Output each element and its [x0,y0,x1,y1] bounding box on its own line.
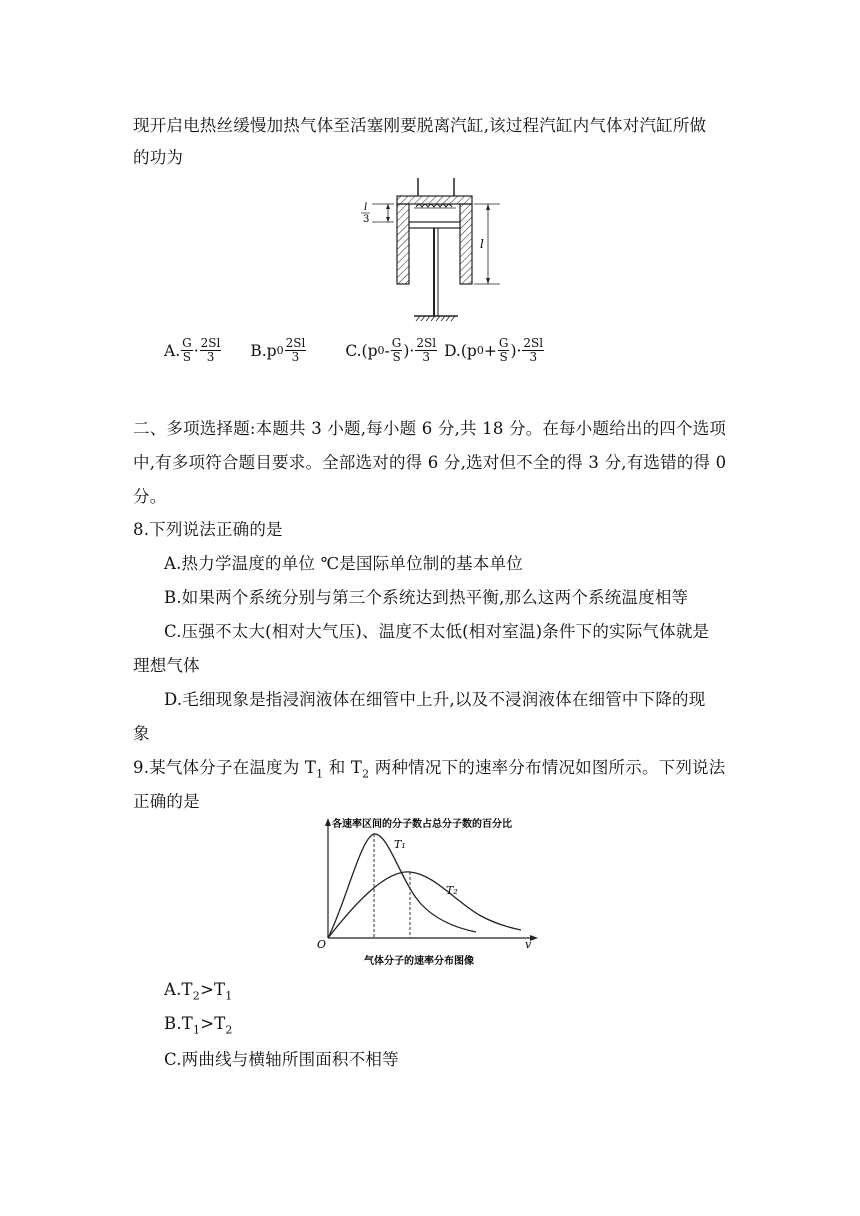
q9-stem-text: 和 T [323,758,363,777]
frac-2sl-3 [522,337,544,364]
frac-num: 2Sl [200,336,221,350]
subscript: 2 [362,767,370,781]
option-b [250,337,307,364]
subscript: 1 [316,767,324,781]
q9-b-text: >T [200,1014,226,1033]
q8-stem: 8.下列说法正确的是 [133,520,283,539]
q7-stem-line2: 的功为 [133,148,184,167]
q9-stem-line1 [133,754,725,780]
q9-option-c: C.两曲线与横轴所围面积不相等 [164,1050,399,1069]
frac-den: 3 [206,350,215,364]
option-d-prefix: D.(p [444,341,477,360]
q9-option-a [164,980,232,1002]
q7-options [164,337,545,364]
option-d [444,337,545,364]
series-t2-label: T₂ [446,884,458,897]
section2-line2: 中,有多项符合题目要求。全部选对的得 6 分,选对但不全的得 3 分,有选错的得 0 [133,453,727,472]
subscript: 0 [377,344,385,357]
subscript: 0 [476,344,484,357]
frac-den: S [392,350,401,364]
frac-g-s [498,337,510,364]
section2-line1: 二、多项选择题:本题共 3 小题,每小题 6 分,共 18 分。在每小题给出的四个选项 [133,419,727,438]
frac-den: 3 [422,350,431,364]
close-paren: )· [510,341,522,360]
q8-option-b: B.如果两个系统分别与第三个系统达到热平衡,那么这两个系统温度相等 [164,588,689,607]
section2-line3: 分。 [133,487,167,506]
q8-option-a: A.热力学温度的单位 ℃是国际单位制的基本单位 [164,554,523,573]
option-c-prefix: C.(p [345,341,378,360]
subscript: 1 [192,1023,201,1037]
frac-den: S [182,350,192,364]
q8-option-d-line2: 象 [133,724,150,743]
q9-stem-line2: 正确的是 [133,792,200,811]
y-axis-label: 各速率区间的分子数占总分子数的百分比 [332,819,512,830]
subscript: 1 [225,989,233,1003]
dot: · [193,341,199,360]
q8-option-c-line1: C.压强不太大(相对大气压)、温度不太低(相对室温)条件下的实际气体就是 [164,622,710,641]
q9-a-text: >T [199,980,226,999]
x-axis-label: v [525,938,532,951]
q9-a-text: A.T [164,980,193,999]
frac-num: 2Sl [285,336,306,350]
label-right: l [480,237,484,251]
frac-den: 3 [291,350,300,364]
option-a-prefix: A. [164,341,181,360]
label-top-num: l [364,202,368,213]
q9-b-text: B.T [164,1014,193,1033]
subscript: 2 [192,989,200,1003]
frac-den: S [499,350,508,364]
subscript: 0 [276,344,284,357]
q7-stem-line1: 现开启电热丝缓慢加热气体至活塞刚要脱离汽缸,该过程汽缸内气体对汽缸所做 [133,116,707,135]
frac-den: 3 [529,350,538,364]
option-c [345,337,438,364]
y-axis-arrow [325,818,331,826]
frac-2sl-3 [200,337,222,364]
q8-option-c-line2: 理想气体 [133,656,200,675]
q9-stem-text: 两种情况下的速率分布情况如图所示。下列说法 [369,758,726,777]
label-top-den: 3 [363,214,370,225]
speed-distribution-chart [316,812,546,972]
frac-num: G [391,336,402,350]
series-t1-label: T₁ [394,838,406,851]
plus: + [483,341,497,360]
frac-num: G [498,336,509,350]
frac-g-s [391,337,403,364]
chart-caption: 气体分子的速率分布图像 [364,956,474,967]
q8-option-d-line1: D.毛细现象是指浸润液体在细管中上升,以及不浸润液体在细管中下降的现 [164,690,706,709]
frac-num: 2Sl [416,336,437,350]
subscript: 2 [225,1023,233,1037]
series-t2-curve [328,872,521,938]
frac-2sl-3 [285,337,307,364]
option-b-prefix: B.p [250,341,277,360]
cylinder-piston-figure [350,176,510,326]
frac-2sl-3 [415,337,437,364]
minus: - [384,341,390,360]
frac-num: 2Sl [523,336,544,350]
close-paren: )· [403,341,415,360]
option-a [164,337,222,364]
q9-option-b [164,1014,233,1036]
frac-num: G [182,336,192,350]
origin-label: O [317,938,327,951]
frac-g-s [181,337,193,364]
q9-stem-text: 9.某气体分子在温度为 T [133,758,317,777]
